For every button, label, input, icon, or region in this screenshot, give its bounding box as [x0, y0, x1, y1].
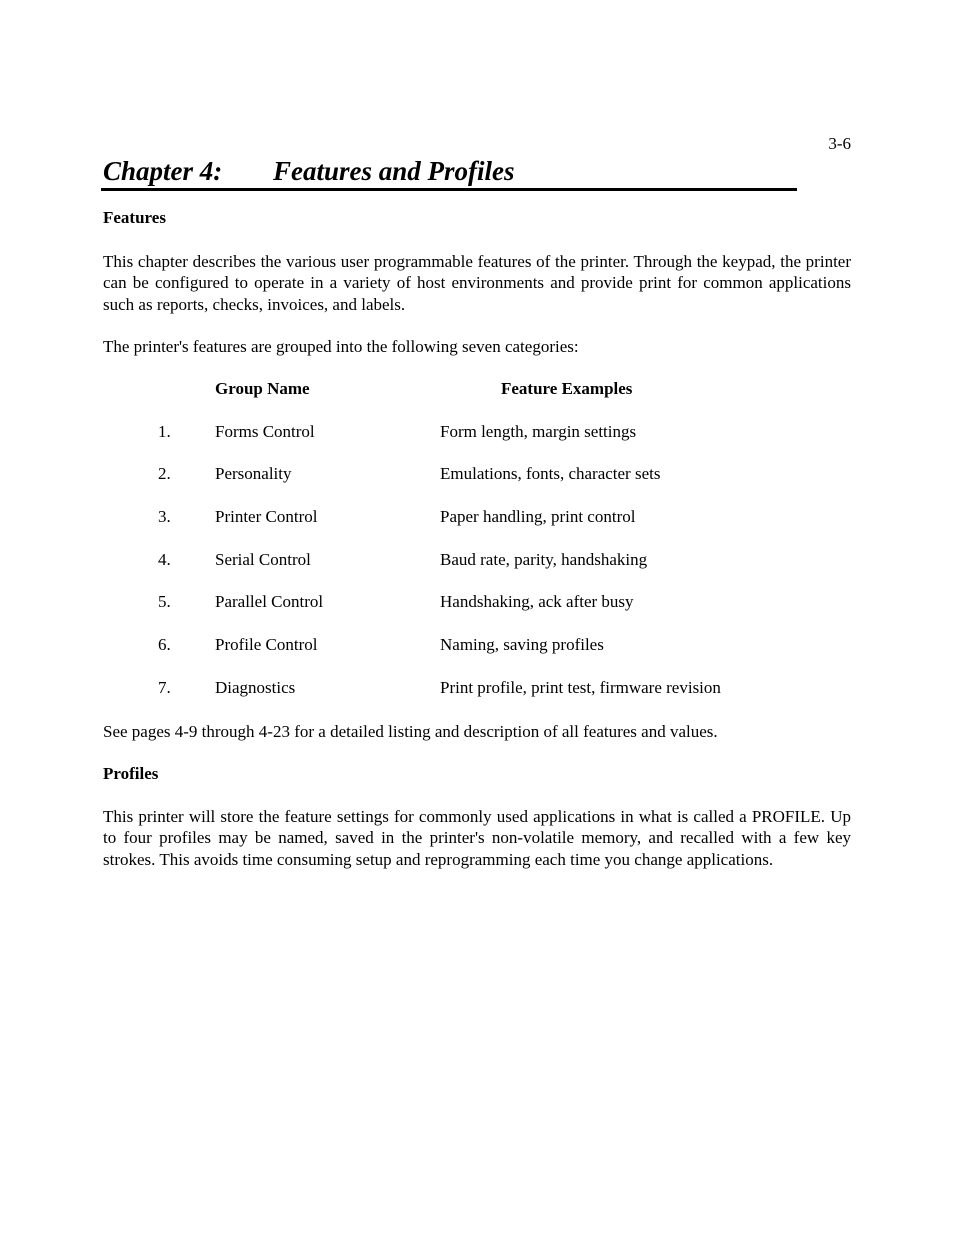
row-feature-examples: Baud rate, parity, handshaking [440, 550, 648, 569]
page-number: 3-6 [828, 134, 851, 153]
row-group-name: Forms Control [215, 422, 315, 441]
feature-examples-column-header: Feature Examples [501, 379, 633, 398]
feature-table-header [0, 379, 954, 401]
row-group-name: Serial Control [215, 550, 311, 569]
row-group-name: Diagnostics [215, 678, 296, 697]
feature-table-row [0, 507, 954, 529]
profiles-heading: Profiles [103, 764, 159, 783]
row-group-name: Personality [215, 464, 292, 483]
chapter-heading [101, 154, 797, 191]
feature-table-row [0, 592, 954, 614]
row-number: 2. [158, 464, 171, 483]
row-number: 1. [158, 422, 171, 441]
row-number: 6. [158, 635, 171, 654]
row-feature-examples: Handshaking, ack after busy [440, 592, 634, 611]
row-feature-examples: Naming, saving profiles [440, 635, 604, 654]
chapter-title: Features and Profiles [273, 156, 515, 186]
group-name-column-header: Group Name [215, 379, 310, 398]
feature-table-row [0, 422, 954, 444]
row-feature-examples: Paper handling, print control [440, 507, 636, 526]
row-number: 5. [158, 592, 171, 611]
chapter-number: Chapter 4: [103, 156, 223, 186]
feature-table-row [0, 550, 954, 572]
row-group-name: Profile Control [215, 635, 318, 654]
feature-table-row [0, 678, 954, 700]
feature-table-row [0, 635, 954, 657]
see-pages-sentence: See pages 4-9 through 4-23 for a detailed listing and description of all features and values. [103, 722, 718, 741]
features-intro-paragraph: This chapter describes the various user programmable features of the printer. Through the keypad, the printer can be configured to operate in a variety of host environments and provide print for common applications such as reports, checks, invoices, and labels. [103, 252, 851, 314]
row-feature-examples: Print profile, print test, firmware revision [440, 678, 721, 697]
profiles-paragraph: This printer will store the feature settings for commonly used applications in what is called a PROFILE. Up to four profiles may be named, saved in the printer's non-volatile memory, and recalled with a few key strokes. This avoids time consuming setup and reprogramming each time you change applications. [103, 807, 851, 869]
row-group-name: Printer Control [215, 507, 318, 526]
row-number: 7. [158, 678, 171, 697]
features-heading: Features [103, 208, 166, 227]
row-feature-examples: Form length, margin settings [440, 422, 637, 441]
row-number: 4. [158, 550, 171, 569]
row-number: 3. [158, 507, 171, 526]
feature-groups-sentence: The printer's features are grouped into the following seven categories: [103, 337, 579, 356]
row-feature-examples: Emulations, fonts, character sets [440, 464, 661, 483]
feature-table-row [0, 464, 954, 486]
row-group-name: Parallel Control [215, 592, 324, 611]
